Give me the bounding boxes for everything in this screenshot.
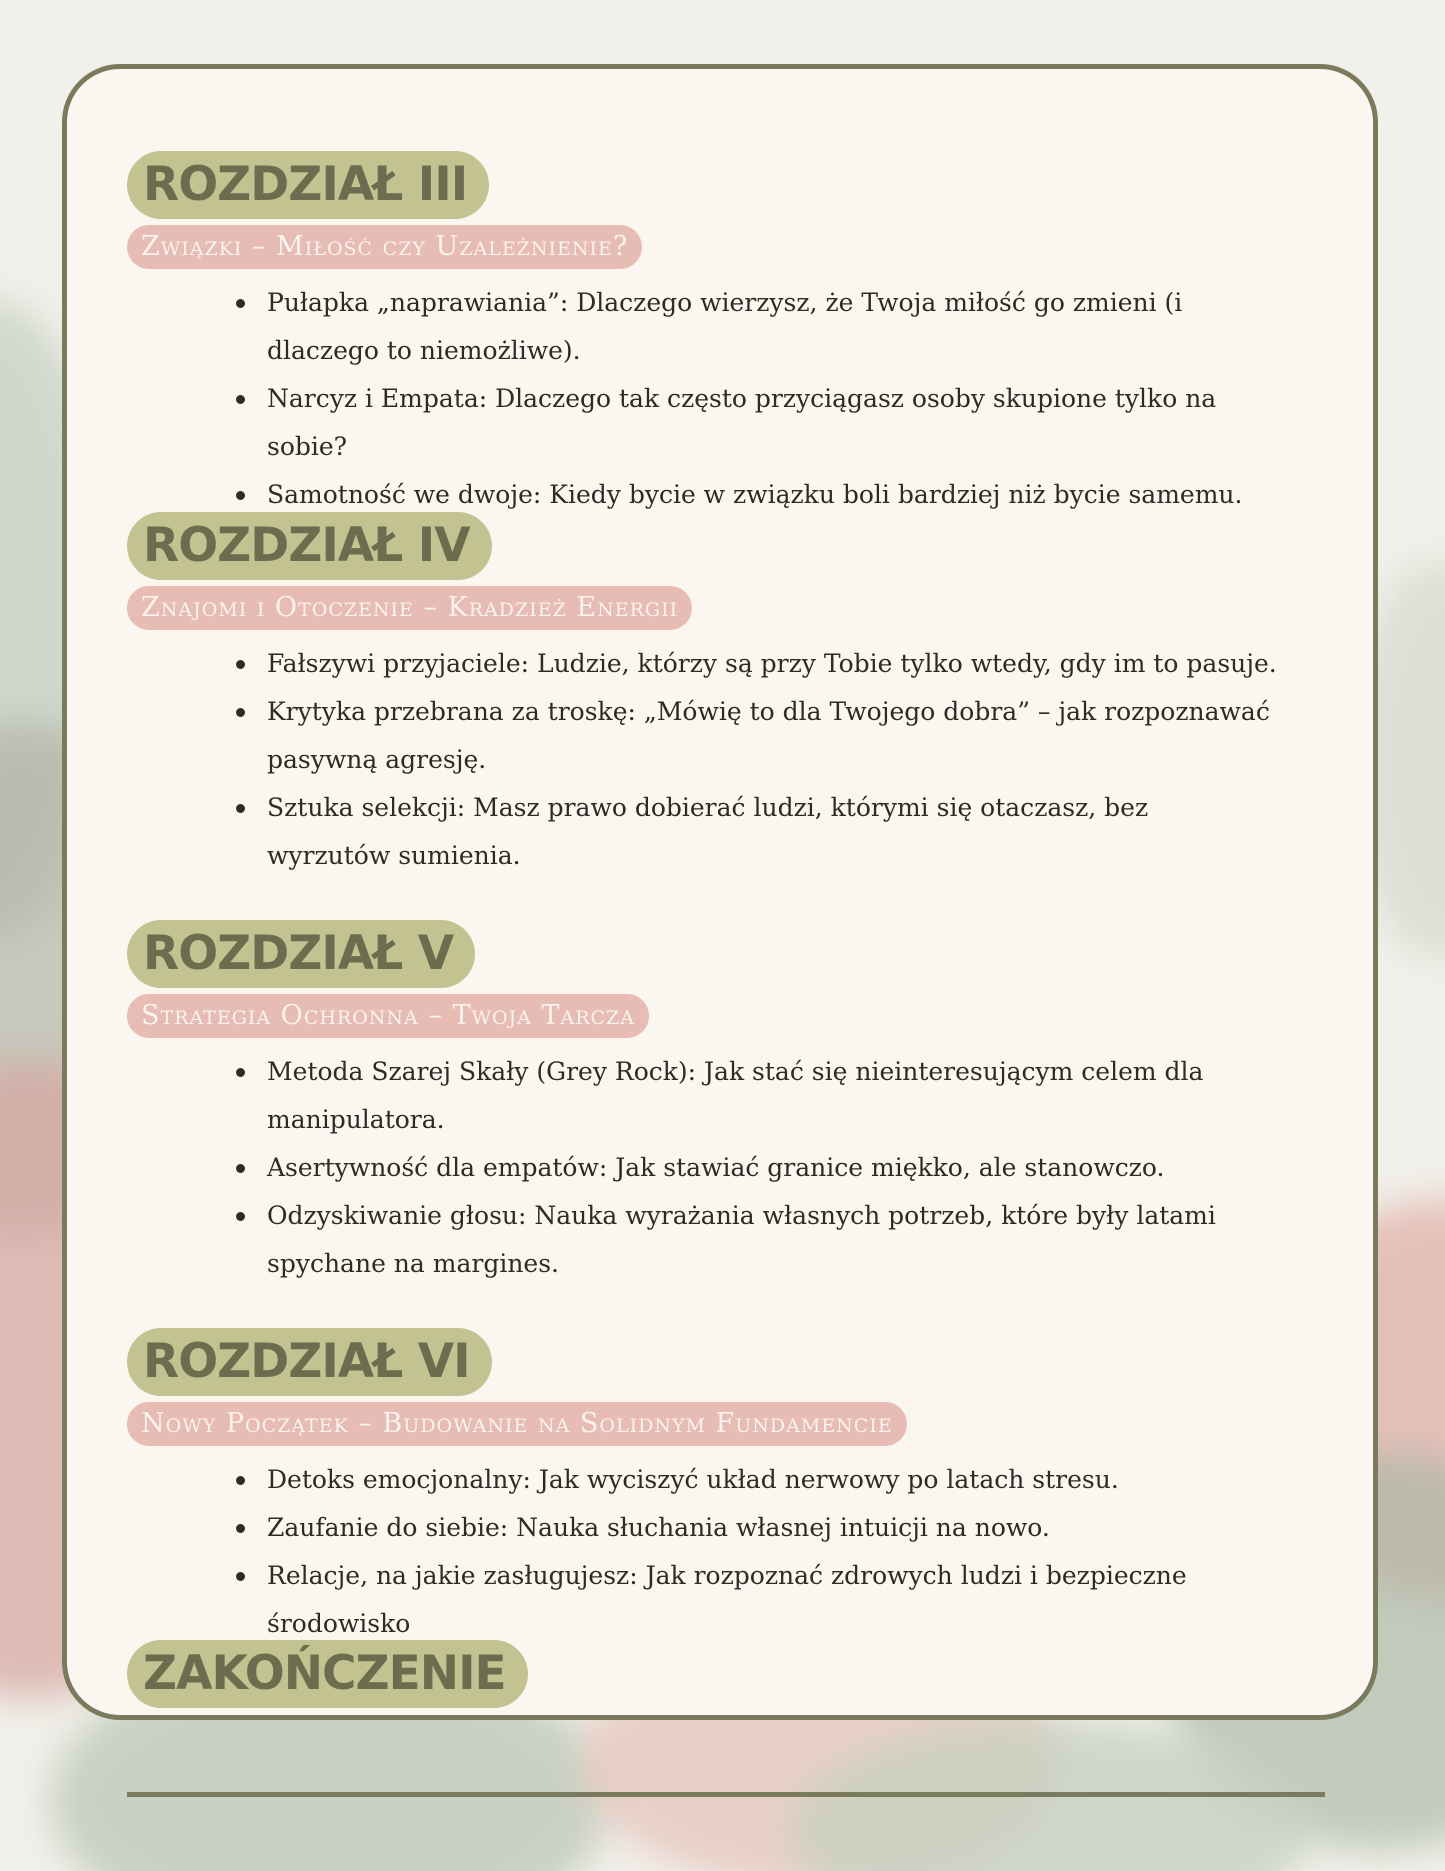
list-item-text: Fałszywi przyjaciele: Ludzie, którzy są przy Tobie tylko wtedy, gdy im to pasuje. (267, 649, 1277, 678)
list-item (267, 1552, 1277, 1648)
closing-section (127, 1640, 1347, 1708)
list-item-text: Odzyskiwanie głosu: Nauka wyrażania własnych potrzeb, które były latami spychane na margines. (267, 1201, 1216, 1278)
list-item-text: Zaufanie do siebie: Nauka słuchania własnej intuicji na nowo. (267, 1513, 1050, 1542)
chapter-3-section (127, 151, 1347, 519)
bullet-icon (236, 1572, 245, 1581)
chapter-subtitle: Strategia Ochronna – Twoja Tarcza (127, 994, 649, 1038)
list-item (267, 1192, 1277, 1288)
list-item (267, 784, 1277, 880)
list-item-text: Sztuka selekcji: Masz prawo dobierać ludzi, którymi się otaczasz, bez wyrzutów sumienia. (267, 793, 1149, 870)
chapter-subtitle: Znajomi i Otoczenie – Kradzież Energii (127, 586, 692, 630)
chapter-topics-list (127, 1048, 1347, 1288)
bullet-icon (236, 804, 245, 813)
chapter-6-section (127, 1328, 1347, 1648)
list-item-text: Detoks emocjonalny: Jak wyciszyć układ nerwowy po latach stresu. (267, 1465, 1119, 1494)
bullet-icon (236, 660, 245, 669)
list-item (267, 1504, 1277, 1552)
chapter-heading: ROZDZIAŁ IV (127, 512, 492, 580)
bullet-icon (236, 1476, 245, 1485)
list-item (267, 1048, 1277, 1144)
chapter-4-section (127, 512, 1347, 880)
list-item (267, 279, 1277, 375)
bullet-icon (236, 299, 245, 308)
list-item (267, 640, 1277, 688)
chapter-heading: ROZDZIAŁ V (127, 920, 475, 988)
list-item-text: Narcyz i Empata: Dlaczego tak często przyciągasz osoby skupione tylko na sobie? (267, 384, 1217, 461)
chapter-heading: ROZDZIAŁ VI (127, 1328, 492, 1396)
bullet-icon (236, 1524, 245, 1533)
list-item-text: Asertywność dla empatów: Jak stawiać granice miękko, ale stanowczo. (267, 1153, 1165, 1182)
chapter-subtitle: Związki – Miłość czy Uzależnienie? (127, 225, 642, 269)
bullet-icon (236, 708, 245, 717)
list-item-text: Pułapka „naprawiania”: Dlaczego wierzysz, że Twoja miłość go zmieni (i dlaczego to niemożliwe). (267, 288, 1183, 365)
list-item (267, 1456, 1277, 1504)
chapter-subtitle: Nowy Początek – Budowanie na Solidnym Fundamencie (127, 1402, 907, 1446)
list-item-text: Relacje, na jakie zasługujesz: Jak rozpoznać zdrowych ludzi i bezpieczne środowisko (267, 1561, 1187, 1638)
content-card (62, 64, 1378, 1720)
list-item-text: Metoda Szarej Skały (Grey Rock): Jak stać się nieinteresującym celem dla manipulatora. (267, 1057, 1204, 1134)
list-item (267, 688, 1277, 784)
bullet-icon (236, 1068, 245, 1077)
chapter-heading: ROZDZIAŁ III (127, 151, 489, 219)
chapter-5-section (127, 920, 1347, 1288)
list-item (267, 375, 1277, 471)
bullet-icon (236, 1164, 245, 1173)
bullet-icon (236, 395, 245, 404)
chapter-topics-list (127, 640, 1347, 880)
footer-divider (127, 1792, 1325, 1797)
bullet-icon (236, 491, 245, 500)
list-item-text: Samotność we dwoje: Kiedy bycie w związku boli bardziej niż bycie samemu. (267, 480, 1243, 509)
bullet-icon (236, 1212, 245, 1221)
chapter-topics-list (127, 279, 1347, 519)
list-item (267, 1144, 1277, 1192)
list-item-text: Krytyka przebrana za troskę: „Mówię to dla Twojego dobra” – jak rozpoznawać pasywną agresję. (267, 697, 1270, 774)
closing-heading: ZAKOŃCZENIE (127, 1640, 528, 1708)
chapter-topics-list (127, 1456, 1347, 1648)
